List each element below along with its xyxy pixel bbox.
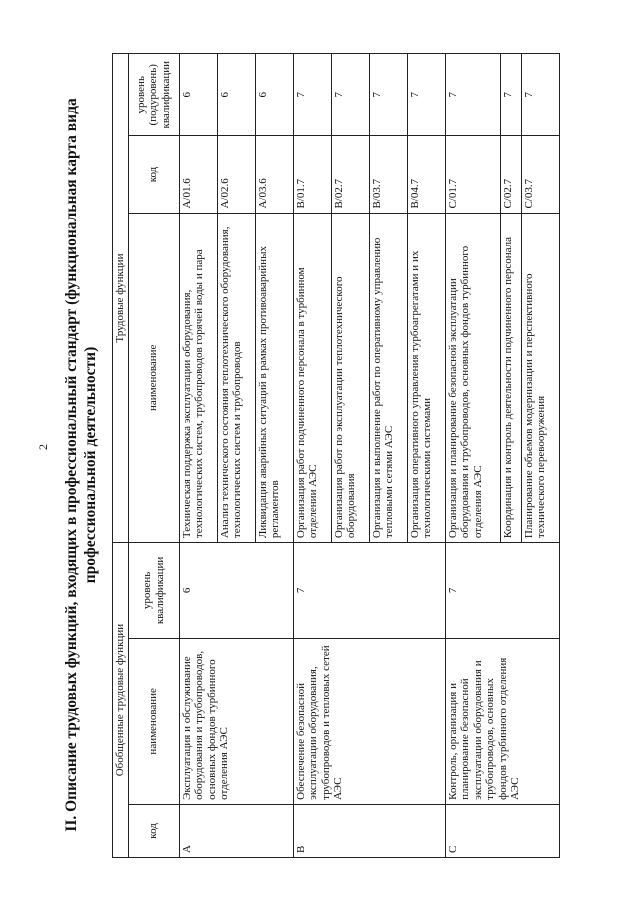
tf-level: 7 — [521, 54, 559, 136]
gtf-code: A — [179, 804, 293, 857]
gtf-code: B — [293, 804, 445, 857]
tf-code: A/02.6 — [217, 136, 255, 213]
function-map-table-wrapper — [112, 53, 560, 858]
gtf-code: C — [445, 804, 559, 857]
header-sublevel: уровень (подуровень) квалификации — [128, 54, 179, 136]
tf-level: 6 — [255, 54, 293, 136]
tf-code: C/03.7 — [521, 136, 559, 213]
tf-name: Планирование объемов модернизации и перспективного технического перевооружения — [521, 213, 559, 543]
header-row-groups — [113, 54, 129, 858]
tf-level: 7 — [293, 54, 331, 136]
gtf-level: 7 — [445, 543, 559, 639]
tf-level: 7 — [445, 54, 500, 136]
tf-code: C/02.7 — [500, 136, 521, 213]
tf-name: Организация работ по эксплуатации теплотехнического оборудования — [331, 213, 369, 543]
gtf-name: Эксплуатация и обслуживание оборудования и трубопроводов, основных фондов турбинного отделения АЭС — [179, 638, 293, 804]
table-row — [179, 54, 217, 858]
header-function-code: код — [128, 136, 179, 213]
tf-code: B/03.7 — [369, 136, 407, 213]
tf-code: B/04.7 — [407, 136, 445, 213]
tf-name: Организация оперативного управления турбоагрегатами и их технологическими системами — [407, 213, 445, 543]
tf-level: 7 — [369, 54, 407, 136]
tf-name: Анализ технического состояния теплотехнического оборудования, технологических систем и трубопроводов — [217, 213, 255, 543]
gtf-name: Обеспечение безопасной эксплуатации оборудования, трубопроводов и тепловых сетей АЭС — [293, 638, 445, 804]
function-map-table — [112, 53, 560, 858]
tf-level: 7 — [407, 54, 445, 136]
tf-level: 6 — [217, 54, 255, 136]
header-row-columns — [128, 54, 179, 858]
gtf-name: Контроль, организация и планирование безопасной эксплуатации оборудования и трубопроводов, основных фондов турбинного отделения АЭС — [445, 638, 559, 804]
tf-level: 7 — [331, 54, 369, 136]
gtf-level: 6 — [179, 543, 293, 639]
header-function-name: наименование — [128, 213, 179, 543]
page-number: 2 — [36, 444, 50, 450]
tf-code: B/01.7 — [293, 136, 331, 213]
tf-name: Техническая поддержка эксплуатации оборудования, технологических систем, трубопроводов горячей воды и пара — [179, 213, 217, 543]
gtf-level: 7 — [293, 543, 445, 639]
tf-code: B/02.7 — [331, 136, 369, 213]
header-name: наименование — [128, 638, 179, 804]
tf-name: Организация и планирование безопасной эксплуатации оборудования и трубопроводов, основных фондов турбинного отделения АЭС — [445, 213, 500, 543]
header-generalized-functions: Обобщенные трудовые функции — [113, 543, 129, 858]
tf-code: A/01.6 — [179, 136, 217, 213]
tf-level: 7 — [500, 54, 521, 136]
header-labor-functions: Трудовые функции — [113, 54, 129, 543]
tf-level: 6 — [179, 54, 217, 136]
header-code: код — [128, 804, 179, 857]
tf-code: C/01.7 — [445, 136, 500, 213]
tf-name: Организация работ подчиненного персонала в турбинном отделении АЭС — [293, 213, 331, 543]
tf-name: Организация и выполнение работ по оперативному управлению тепловыми сетями АЭС — [369, 213, 407, 543]
tf-code: A/03.6 — [255, 136, 293, 213]
header-level: уровень квалификации — [128, 543, 179, 639]
section-heading: II. Описание трудовых функций, входящих в профессиональный стандарт (функциональная карта вида профессиональной деятельности) — [63, 98, 99, 832]
tf-name: Ликвидация аварийных ситуаций в рамках противоаварийных регламентов — [255, 213, 293, 543]
table-row — [293, 54, 331, 858]
table-row — [445, 54, 500, 858]
tf-name: Координация и контроль деятельности подчиненного персонала — [500, 213, 521, 543]
